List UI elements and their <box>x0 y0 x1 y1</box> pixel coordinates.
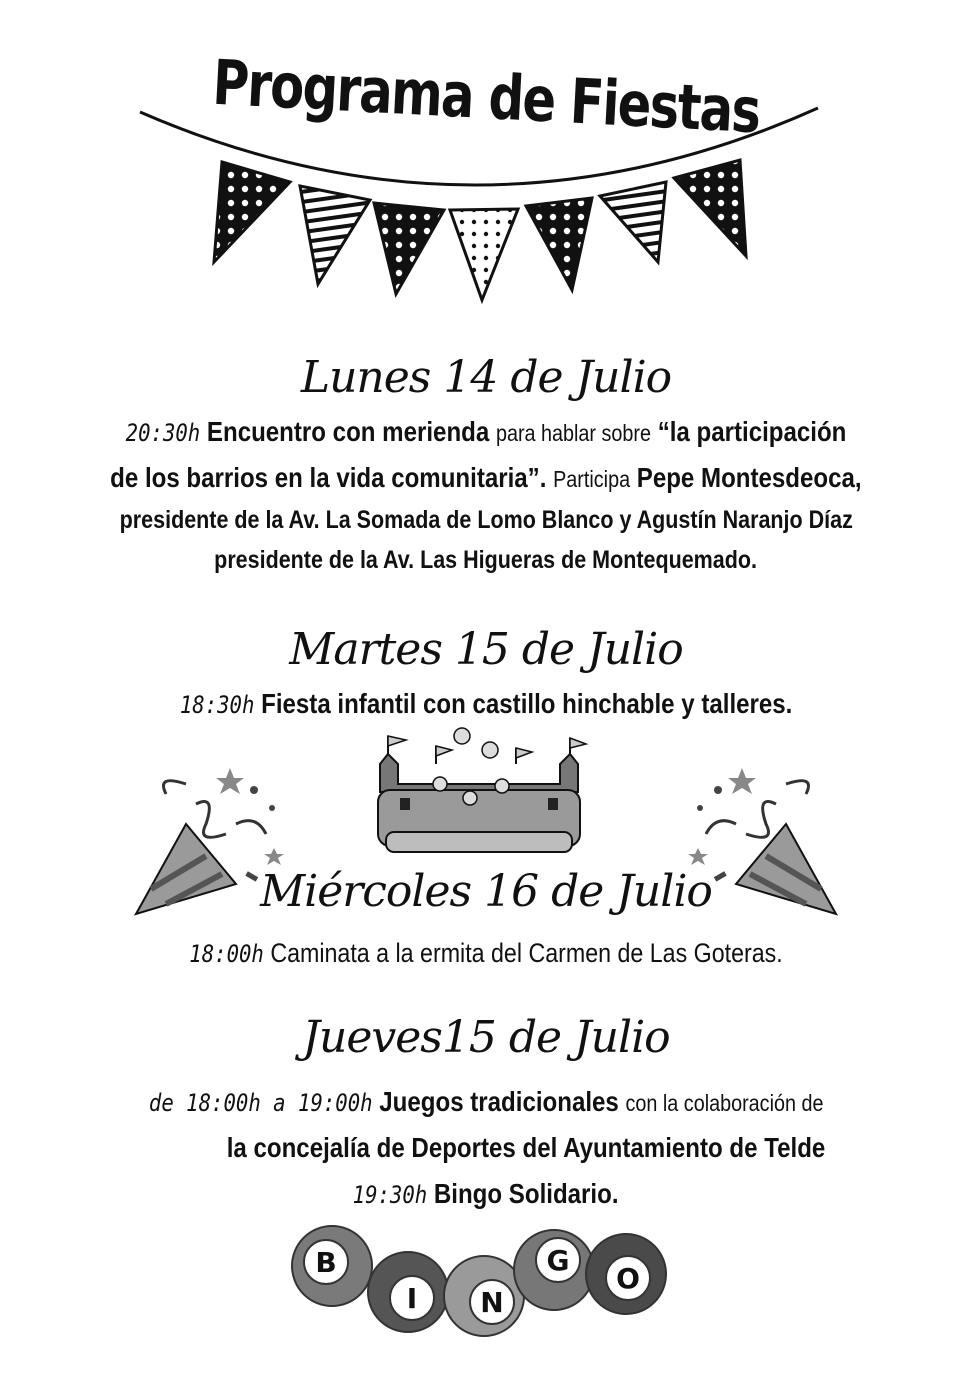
jueves-line-1 <box>0 1086 972 1118</box>
event-title: “la participación <box>657 416 847 447</box>
event-text: presidente de la Av. La Somada de Lomo Blanco y Agustín Naranjo Díaz <box>119 506 853 534</box>
lunes-line-3 <box>0 506 972 535</box>
jueves-line-2 <box>40 1132 972 1164</box>
miercoles-line-1 <box>0 938 972 969</box>
bunting-icon <box>0 0 972 320</box>
bingo-ball-n <box>444 1256 524 1336</box>
bingo-letter: N <box>480 1286 504 1319</box>
day-heading-jueves: Jueves15 de Julio <box>302 1012 670 1063</box>
page-title <box>0 45 972 148</box>
bingo-ball-b <box>292 1226 372 1306</box>
event-time: 19:30h <box>353 1181 428 1209</box>
event-time: de 18:00h a 19:00h <box>148 1089 373 1117</box>
event-title: Bingo Solidario. <box>434 1178 619 1209</box>
event-title: Pepe Montesdeoca, <box>636 462 862 493</box>
event-text: presidente de la Av. Las Higueras de Montequemado. <box>214 546 758 574</box>
event-text: para hablar sobre <box>495 420 651 446</box>
event-title: Encuentro con merienda <box>206 416 490 447</box>
bingo-ball-g <box>514 1230 594 1310</box>
lunes-line-4 <box>0 546 972 575</box>
event-title: Juegos tradicionales <box>379 1086 619 1117</box>
event-time: 18:00h <box>189 940 264 968</box>
event-text: la concejalía de Deportes del Ayuntamiento de Telde <box>226 1132 826 1163</box>
event-text: Participa <box>553 466 631 492</box>
day-heading-miercoles: Miércoles 16 de Julio <box>260 866 712 917</box>
bingo-letter: O <box>616 1262 640 1295</box>
bingo-letter: G <box>546 1244 570 1277</box>
bingo-balls-icon <box>286 1222 676 1340</box>
lunes-line-2 <box>0 462 972 494</box>
lunes-line-1 <box>0 416 972 448</box>
page-title-text: Programa de Fiestas <box>210 45 762 148</box>
event-time: 18:30h <box>179 691 255 719</box>
bingo-letter: I <box>406 1282 418 1315</box>
event-text: con la colaboración de <box>625 1090 824 1116</box>
day-heading-lunes: Lunes 14 de Julio <box>300 352 672 403</box>
bouncy-castle-icon <box>366 724 592 858</box>
jueves-line-3 <box>0 1178 972 1210</box>
event-title: Fiesta infantil con castillo hinchable y talleres. <box>260 688 793 719</box>
martes-line-1 <box>0 688 972 720</box>
bingo-letter: B <box>315 1246 337 1279</box>
event-text: Caminata a la ermita del Carmen de Las Goteras. <box>270 938 783 968</box>
bingo-ball-i <box>368 1252 448 1332</box>
bingo-ball-o <box>586 1234 666 1314</box>
event-title: de los barrios en la vida comunitaria”. <box>110 462 547 493</box>
event-time: 20:30h <box>125 419 201 447</box>
day-heading-martes: Martes 15 de Julio <box>289 624 683 675</box>
